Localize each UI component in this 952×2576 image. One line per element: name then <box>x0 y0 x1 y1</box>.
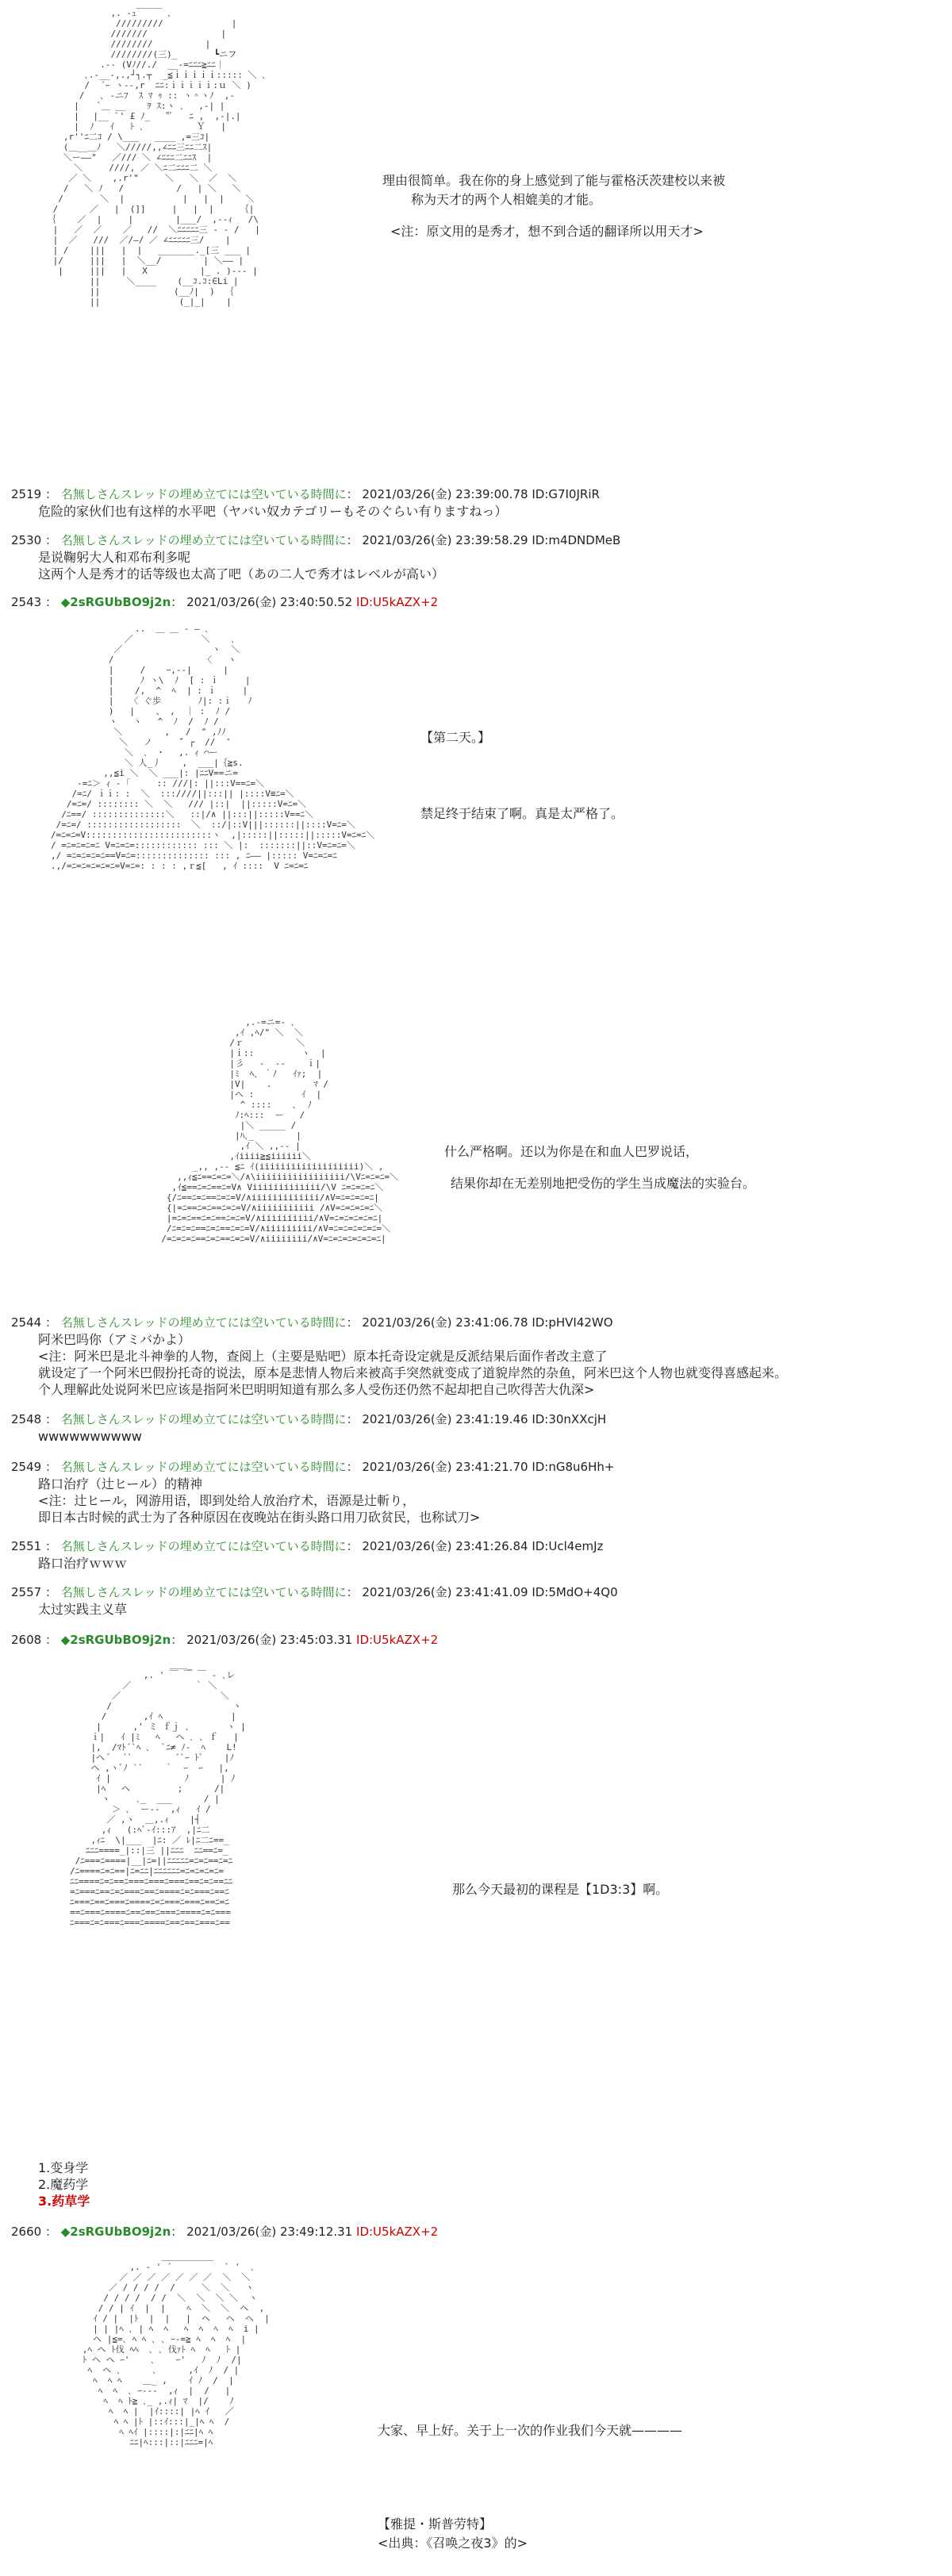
post-2543-header: 2543 ： ◆2sRGUbBO9j2n： 2021/03/26(金) 23:40:50.52 ID:U5kAZX+2 <box>11 595 439 609</box>
post-2551 <box>11 1538 603 1572</box>
post-body: 危险的家伙们也有这样的水平吧（ヤバい奴カテゴリーもそのぐらい有りますねっ） <box>38 504 508 519</box>
post-body: 太过实践主义草 <box>38 1602 128 1617</box>
ascii-art-scene1: ,. -ｭ￣￣￣ ､ ///////// | /////// | //////// | ////////(三)_ ┗ニフ .-- (Vﾉ//./ __-=ﾆﾆﾆ≧ﾆﾆ｜ ､.-__‐,.,┘┐.┬ _≦ｉｉｉｉｉ::::: ＼ ､ / ´ｰ ヽ‐‐,r ﾆﾆ:ｉｉｉｉｉ:ｕ ＼ ) / ､ ‐ニﾌ ｽ ﾏ ｩ :: ヽ＾ヽﾉ ,- | ﾞ＿ __ ｦ ｽ:ヽ ､ ,-| | | |__ `' £ ﾉ_ "ﾞ ﾆ , ,-|.| | ﾉ ｲ ﾄ ､ Ｙ | ,r''ﾆ二ｺ / \___ ____ ,=三ｺ| (＿__＿ﾉ ＼/////,,∠ﾆﾆ三ﾆﾆ二ｽ| ＼ー――" ／/// ＼ ∠ﾆﾆﾆ二ﾆﾆｽ | ＼ ////, ／ ＼ﾆ二ﾆﾆﾆ二 ＼ ／ ＼ ,.r'" ＼ ＼ ／ ＼ / ＼ ﾉ / / | ＼ ＼ / ＼ | | | | ＼ / ／ | (]] | | | ｛| ｛ ／ | | |___/ ,--ｨ /\ | ／ ／ ／ // ＼ﾆﾆﾆﾆﾆ三 ‐ ‐ / | | ／ /// ／/―/ ／ ∠ﾆﾆﾆﾆﾆ三/ | | / ||| | | _______._[三 ___ | |/ ||| | ＼__/ | ＼―― | | ||| | X |_ . )--- | || ＼____ (__ｺ.ｺ:∈Li | || (__ﾉ| ) ｛ || (_|_| | <box>48 8 267 307</box>
post-body: 路口治疗ｗｗｗ <box>38 1556 128 1571</box>
post-2548 <box>11 1411 606 1445</box>
post-date: 2021/03/26(金) 23:41:21.70 <box>362 1460 528 1474</box>
choice-item: 1.变身学 <box>38 2160 89 2175</box>
narration-line: 结果你却在无差别地把受伤的学生当成魔法的实验台。 <box>451 1176 756 1191</box>
post-2544 <box>11 1314 787 1398</box>
post-number[interactable]: 2549 <box>11 1460 42 1474</box>
post-2549 <box>11 1458 614 1526</box>
post-2660-caption <box>378 2515 528 2553</box>
post-date: 2021/03/26(金) 23:41:06.78 <box>362 1315 528 1330</box>
post-date: 2021/03/26(金) 23:49:12.31 <box>186 2225 353 2239</box>
post-header: 2544 ： 名無しさんスレッドの埋め立てには空いている時間に： 2021/03/26(金) 23:41:06.78 ID:pHVI42WO <box>11 1315 613 1330</box>
post-note: <注：阿米巴是北斗神拳的人物，查阅上（主要是贴吧）原本托奇设定就是反派结果后面作者改主意了 <box>38 1349 608 1364</box>
post-id[interactable]: ID:U5kAZX+2 <box>356 1633 439 1647</box>
post-date: 2021/03/26(金) 23:39:58.29 <box>362 533 528 547</box>
poster-name: 名無しさんスレッドの埋め立てには空いている時間に <box>60 1585 347 1599</box>
choice-item-selected: 3.药草学 <box>38 2194 90 2209</box>
poster-name: ◆2sRGUbBO9j2n <box>60 595 171 609</box>
post-date: 2021/03/26(金) 23:40:50.52 <box>186 595 353 609</box>
post-note: <注：辻ヒール，网游用语，即到处给人放治疗术，语源是辻斬り， <box>38 1493 416 1508</box>
post-2608-narration: 那么今天最初的课程是【1D3:3】啊。 <box>452 1882 669 1897</box>
poster-name: ◆2sRGUbBO9j2n <box>60 1633 171 1647</box>
post-note: 就设定了一个阿米巴假扮托奇的说法，原本是悲情人物后来被高手突然就变成了道貌岸然的杂鱼，阿米巴这个人物也就变得喜感起来。 <box>38 1365 788 1380</box>
narration-line: 禁足终于结束了啊。真是太严格了。 <box>420 806 624 821</box>
choice-item: 2.魔药学 <box>38 2177 89 2192</box>
post-note: 即日本古时候的武士为了各种原因在夜晚站在街头路口用刀砍贫民，也称试刀> <box>38 1510 481 1525</box>
post-header: 2557 ： 名無しさんスレッドの埋め立てには空いている時間に： 2021/03/26(金) 23:41:41.09 ID:5MdO+4Q0 <box>11 1585 618 1599</box>
post-header: 2519 ： 名無しさんスレッドの埋め立てには空いている時間に： 2021/03/26(金) 23:39:00.78 ID:G7I0JRiR <box>11 487 600 501</box>
post-date: 2021/03/26(金) 23:45:03.31 <box>186 1633 353 1647</box>
post-date: 2021/03/26(金) 23:41:26.84 <box>362 1539 528 1553</box>
poster-name: 名無しさんスレッドの埋め立てには空いている時間に <box>60 1539 347 1553</box>
post-date: 2021/03/26(金) 23:41:41.09 <box>362 1585 528 1599</box>
post-2543-narration-a <box>420 728 624 823</box>
narration-line: 理由很简单。我在你的身上感觉到了能与霍格沃茨建校以来被 <box>382 173 726 188</box>
poster-name: 名無しさんスレッドの埋め立てには空いている時間に <box>60 1315 347 1330</box>
post-id[interactable]: ID:nG8u6Hh+ <box>532 1460 615 1474</box>
ascii-art-scene2b: ,.-=ニ=- ､ ,ｲ ,ﾍ/" ＼ ＼ /ｒ ＼ |ｉ:: ヽ | |彡 ‐ ‐‐ ｉ| |ﾐ ﾍ､ ｀ﾉ ｲｧ; | |V| . ﾏ / |ヘ : ｲ | ^ :::: ､ ﾉ ﾉ:ﾍ::: ー / |＼ _____ / |ﾊ､_ | ,ｲ ＼ ,,-‐ | ,ｲiiii≧≦iiiiii＼ _,, ,-‐ ≦ﾆ ｲ(iiiiiiiiiiiiiiiiiii)＼ , ,,ｨ≦ﾆ==ﾆ=ﾆ=＼/∧\iiiiiiiiiiiiiiiii/\Vﾆ=ﾆ=ﾆ=＼ ,ｲ≦==ﾆ=ﾆ==ﾆ=V∧ Viiiiiiiiiiiii/\V ﾆ=ﾆ=ﾆ=ﾆ＼ {/ﾆ==ﾆ=ﾆ==ﾆ=ﾆ=V/∧iiiiiiiiiiiii/∧V=ﾆ=ﾆ=ﾆ=ﾆ| {|=ﾆ==ﾆ=ﾆ==ﾆ=ﾆ=V/∧iiiiiiiiiii /∧V=ﾆ=ﾆ=ﾆ=ﾆ＼ |=ﾆ=ﾆ==ﾆ=ﾆ==ﾆ=ﾆ=V/∧iiiiiiiiii/∧V=ﾆ=ﾆ=ﾆ=ﾆ=ﾆ| /ﾆ=ﾆ=ﾆ==ﾆ=ﾆ==ﾆ=ﾆ=V/∧iiiiiiiii/∧V=ﾆ=ﾆ=ﾆ=ﾆ=ﾆ=＼ /=ﾆ=ﾆ=ﾆ==ﾆ=ﾆ==ﾆ=ﾆ=V/∧iiiiiiii/∧V=ﾆ=ﾆ=ﾆ=ﾆ=ﾆ=ﾆ| <box>161 1017 399 1244</box>
post-date: 2021/03/26(金) 23:41:19.46 <box>362 1412 528 1426</box>
post-id[interactable]: ID:5MdO+4Q0 <box>532 1585 618 1599</box>
post-number[interactable]: 2530 <box>11 533 42 547</box>
ascii-art-scene2a: .. ＿ ＿ - ― ､ ／ ＼ ､ ／ ヽ ＼ / 〈 ヽ | / ｰ,-‐| | | ﾉ ヽ\ ﾉ [ : ｉ | | /, ^ ﾍ | : ｉ | | 〈 ぐ歩 ﾉ|: :ｉ ﾉ ) | 、 , ｜ : ﾉ / ヽ ヽ ^ ﾉ / ﾉ / ＼ , / " ,ﾉﾉ ＼ ノ ̄´ ┌ // ″ ＼ ､ ･ ,. ｨ ⌒ー ＼ 人_丿 , ___|｛≧s. ,,≦i ＼ ＼ ___|: |ﾆﾆV==ニ= -=ﾆ＞ ｨ ‐ ｢ :: ///|: ||:::V==ﾆ=＼ /=ﾆ/ ｉｉ: : ＼ :::////||:::|| |::::V≡ﾆ=＼ /=ﾆ=/ :::::::: ＼ ＼ /// |::| ||:::::V=ﾆ=＼ /ﾆ==/ ::::::::::::::＼ ::|/∧ ||:::||:::::V==ﾆ＼ /=ﾆ=/ :::::::::::::::::: ＼ ::/|::V|||::::::||::::V=ﾆ=＼ /=ﾆ=ﾆ=V::::::::::::::::::::::::ヽ ,|:::::||:::::||:::::V=ﾆ=ﾆ＼ / =ﾆ=ﾆ=ﾆ=ﾆ V=ﾆ=ﾆ=:::::::::::: ::: ＼ |: :::::::||::V=ﾆ=ﾆ=＼ ,/ =ﾆ=ﾆ=ﾆ=ﾆ==V=ﾆ=:::::::::::::: ::: , ﾆ―― |::::: V=ﾆ=ﾆ=ﾆ .,/=ﾆ=ﾆ=ﾆ=ﾆ=ﾆ=V=ﾆ=: : : : ,ｒ≦[ , ｲ :::: V ﾆ=ﾆ=ﾆ <box>51 624 375 871</box>
poster-name: 名無しさんスレッドの埋め立てには空いている時間に <box>60 1460 347 1474</box>
post-body: 路口治疗（辻ヒール）的精神 <box>38 1476 203 1491</box>
post-id[interactable]: ID:U5kAZX+2 <box>356 2225 439 2239</box>
post-number[interactable]: 2557 <box>11 1585 42 1599</box>
post-note: 个人理解此处说阿米巴应该是指阿米巴明明知道有那么多人受伤还仍然不起却把自己吹得苦大仇深> <box>38 1382 595 1397</box>
source-caption: <出典：《召唤之夜3》的> <box>378 2536 528 2551</box>
poster-name: 名無しさんスレッドの埋め立てには空いている時間に <box>60 487 347 501</box>
post-header: 2551 ： 名無しさんスレッドの埋め立てには空いている時間に： 2021/03/26(金) 23:41:26.84 ID:Ucl4emJz <box>11 1539 604 1553</box>
ascii-art-scene3: ＿＿_ ,. ' ￣ ￣ ￣ ‐ ､レ ／ ｀ ＼ ／ ＼ / ヽ / ,ｲ ﾍ | | ,' ミ ｆｊ ､ ヽ | ｉ| ｲ |ﾐ ﾍ ヘ ､ ､ ｆ | |, /ﾏﾄ´`ﾍ ､ `ﾆ≠ ﾉ- ﾍ L! |ヘ ﾟ ´` ´`ｰ ﾄﾟ |ﾉ ヘ ,ヽﾞﾉ `` ｀ ｰ ｰ |, ｲ | ﾉ | ﾉ |ﾍ ヘ ; /| ヽ ､_ ___ / | ＞ ､ ー-‐ ,ｨ ｲ / ／ ,ヽ ＿,.ｨ |┤ ,ｨ (:ﾍﾞ-ｲ:::ｱ ,|ﾆ二 ,ｨﾆ \|___ |ﾆ: ／ ﾚ|ﾆ二ﾆ==_ ﾆﾆﾆ====_|::|三 ||ﾆﾆﾆ ﾆﾆ==ﾆ=_ /ﾆ===ﾆ====|__|ﾆ=||ﾆﾆﾆﾆﾆ=ﾆ=ﾆ==ﾆ=ﾆ /ﾆ====ﾆ=ﾆ==|ﾆ=ﾆﾆ|ﾆﾆﾆﾆﾆﾆ=ﾆ=ﾆ=ﾆ=ﾆ= ﾆﾆ====ﾆ=ﾆ==ﾆ===ﾆ===ﾆ===ﾆ==ﾆ=ﾆ==ﾆﾆ =ﾆ===ﾆ==ﾆ=ﾆ===ﾆ==ﾆ====ﾆ=ﾆ===ﾆ==ﾆ ﾆ===ﾆ==ﾆ===ﾆ====ﾆ=ﾆ===ﾆ===ﾆ==ﾆ=ﾆ ==ﾆ===ﾆ====ﾆ==ﾆ==ﾆ===ﾆ====ﾆ=ﾆ=== ﾆ===ﾆ=ﾆ===ﾆ===ﾆ====ﾆ==ﾆ==ﾆ===ﾆ== <box>70 1660 246 1928</box>
post-id[interactable]: ID:Ucl4emJz <box>532 1539 604 1553</box>
scene1-narration <box>382 171 725 241</box>
post-2557 <box>11 1584 618 1618</box>
post-date: 2021/03/26(金) 23:39:00.78 <box>362 487 528 501</box>
post-header: 2548 ： 名無しさんスレッドの埋め立てには空いている時間に： 2021/03/26(金) 23:41:19.46 ID:30nXXcjH <box>11 1412 607 1426</box>
post-body: 是说鞠躬大人和邓布利多呢 <box>38 550 191 565</box>
post-2530 <box>11 532 620 582</box>
narration-line: 什么严格啊。还以为你是在和血人巴罗说话， <box>444 1144 699 1159</box>
poster-name: 名無しさんスレッドの埋め立てには空いている時間に <box>60 533 347 547</box>
post-header: 2549 ： 名無しさんスレッドの埋め立てには空いている時間に： 2021/03/26(金) 23:41:21.70 ID:nG8u6Hh+ <box>11 1460 615 1474</box>
post-id[interactable]: ID:30nXXcjH <box>532 1412 607 1426</box>
post-id[interactable]: ID:G7I0JRiR <box>532 487 600 501</box>
post-body: 这两个人是秀才的话等级也太高了吧（あの二人で秀才はレベルが高い） <box>38 566 445 582</box>
poster-name: ◆2sRGUbBO9j2n <box>60 2225 171 2239</box>
post-2660-header: 2660 ： ◆2sRGUbBO9j2n： 2021/03/26(金) 23:49:12.31 ID:U5kAZX+2 <box>11 2225 439 2239</box>
post-number[interactable]: 2660 <box>11 2225 42 2239</box>
narration-note: <注：原文用的是秀才，想不到合适的翻译所以用天才> <box>390 224 704 239</box>
choice-list <box>11 2159 90 2209</box>
poster-name: 名無しさんスレッドの埋め立てには空いている時間に <box>60 1412 347 1426</box>
narration-line: 称为天才的两个人相媲美的才能。 <box>411 192 602 207</box>
post-body: 阿米巴吗你（アミバかよ） <box>38 1332 191 1347</box>
post-header: 2530 ： 名無しさんスレッドの埋め立てには空いている時間に： 2021/03/26(金) 23:39:58.29 ID:m4DNDMeB <box>11 533 621 547</box>
post-number[interactable]: 2544 <box>11 1315 42 1330</box>
post-number[interactable]: 2543 <box>11 595 42 609</box>
post-2543-narration-b <box>444 1142 755 1193</box>
post-2660-narration: 大家、早上好。关于上一次的作业我们今天就———— <box>378 2423 683 2438</box>
narration-line: 【第二天。】 <box>420 730 491 745</box>
ascii-art-scene4: ＿＿＿＿＿＿ ,. - ' ´ ` ' ､ ／ ／ ／ ／ ／ ／ ／ ＼ ＼ ／ / / / / / ＼ ＼ ヽ / / / / / / ＼ ＼ ＼ ＼ ヽ / / | ｲ | | ﾍ ＼ ＼ ヘ , ｲ / | |ﾄ | | | ヘ ヘ ヘ | | | |ﾍ ､ | ﾍ ﾍ ﾍ ﾍ ﾍ ﾍ i | ヘ |≦=､ ﾍ ﾍ ､ ､ ｰ-=≧ ﾍ ﾍ ﾍ | ,ﾍ ヘ ﾄ伐 ﾍﾍ ､ ､ 伐ｧﾄ ﾍ ﾍ ﾄ | ﾄ ヘ ヘ ｰ' ､ ｰ' ﾉ ﾉ /| ﾍ ヘ ､ ､ ,ｲ ﾉ / | ﾍ ﾍ ﾍ ＿_ , ｲ ﾉ / | ﾍ ﾍ ､ ｰ--‐ ,ｨ | / | ﾍ ﾍ ﾄ≧ ､_ ,.ｨ| ﾏ |/ ﾉ ﾍ ﾍ | |ｲ::::| |ﾍ ｲ ／ ﾍ ﾍ |ﾄ |::ｲ:::|_|ﾍ ﾍ / ﾍ ﾍｲ |::::|:|ﾆﾆ|ﾍ ﾍ ﾆﾆ|ﾍ:::|::|ﾆﾆﾆ=|ﾍ <box>82 2252 270 2447</box>
post-number[interactable]: 2608 <box>11 1633 42 1647</box>
post-2608-header: 2608 ： ◆2sRGUbBO9j2n： 2021/03/26(金) 23:45:03.31 ID:U5kAZX+2 <box>11 1633 439 1647</box>
post-id[interactable]: ID:m4DNDMeB <box>532 533 621 547</box>
post-number[interactable]: 2548 <box>11 1412 42 1426</box>
post-id[interactable]: ID:pHVI42WO <box>532 1315 613 1330</box>
character-caption: 【雅提・斯普劳特】 <box>378 2516 493 2532</box>
post-number[interactable]: 2519 <box>11 487 42 501</box>
post-id[interactable]: ID:U5kAZX+2 <box>356 595 439 609</box>
post-number[interactable]: 2551 <box>11 1539 42 1553</box>
post-body: wwwwwwwwww <box>38 1429 142 1444</box>
post-2519 <box>11 486 600 520</box>
